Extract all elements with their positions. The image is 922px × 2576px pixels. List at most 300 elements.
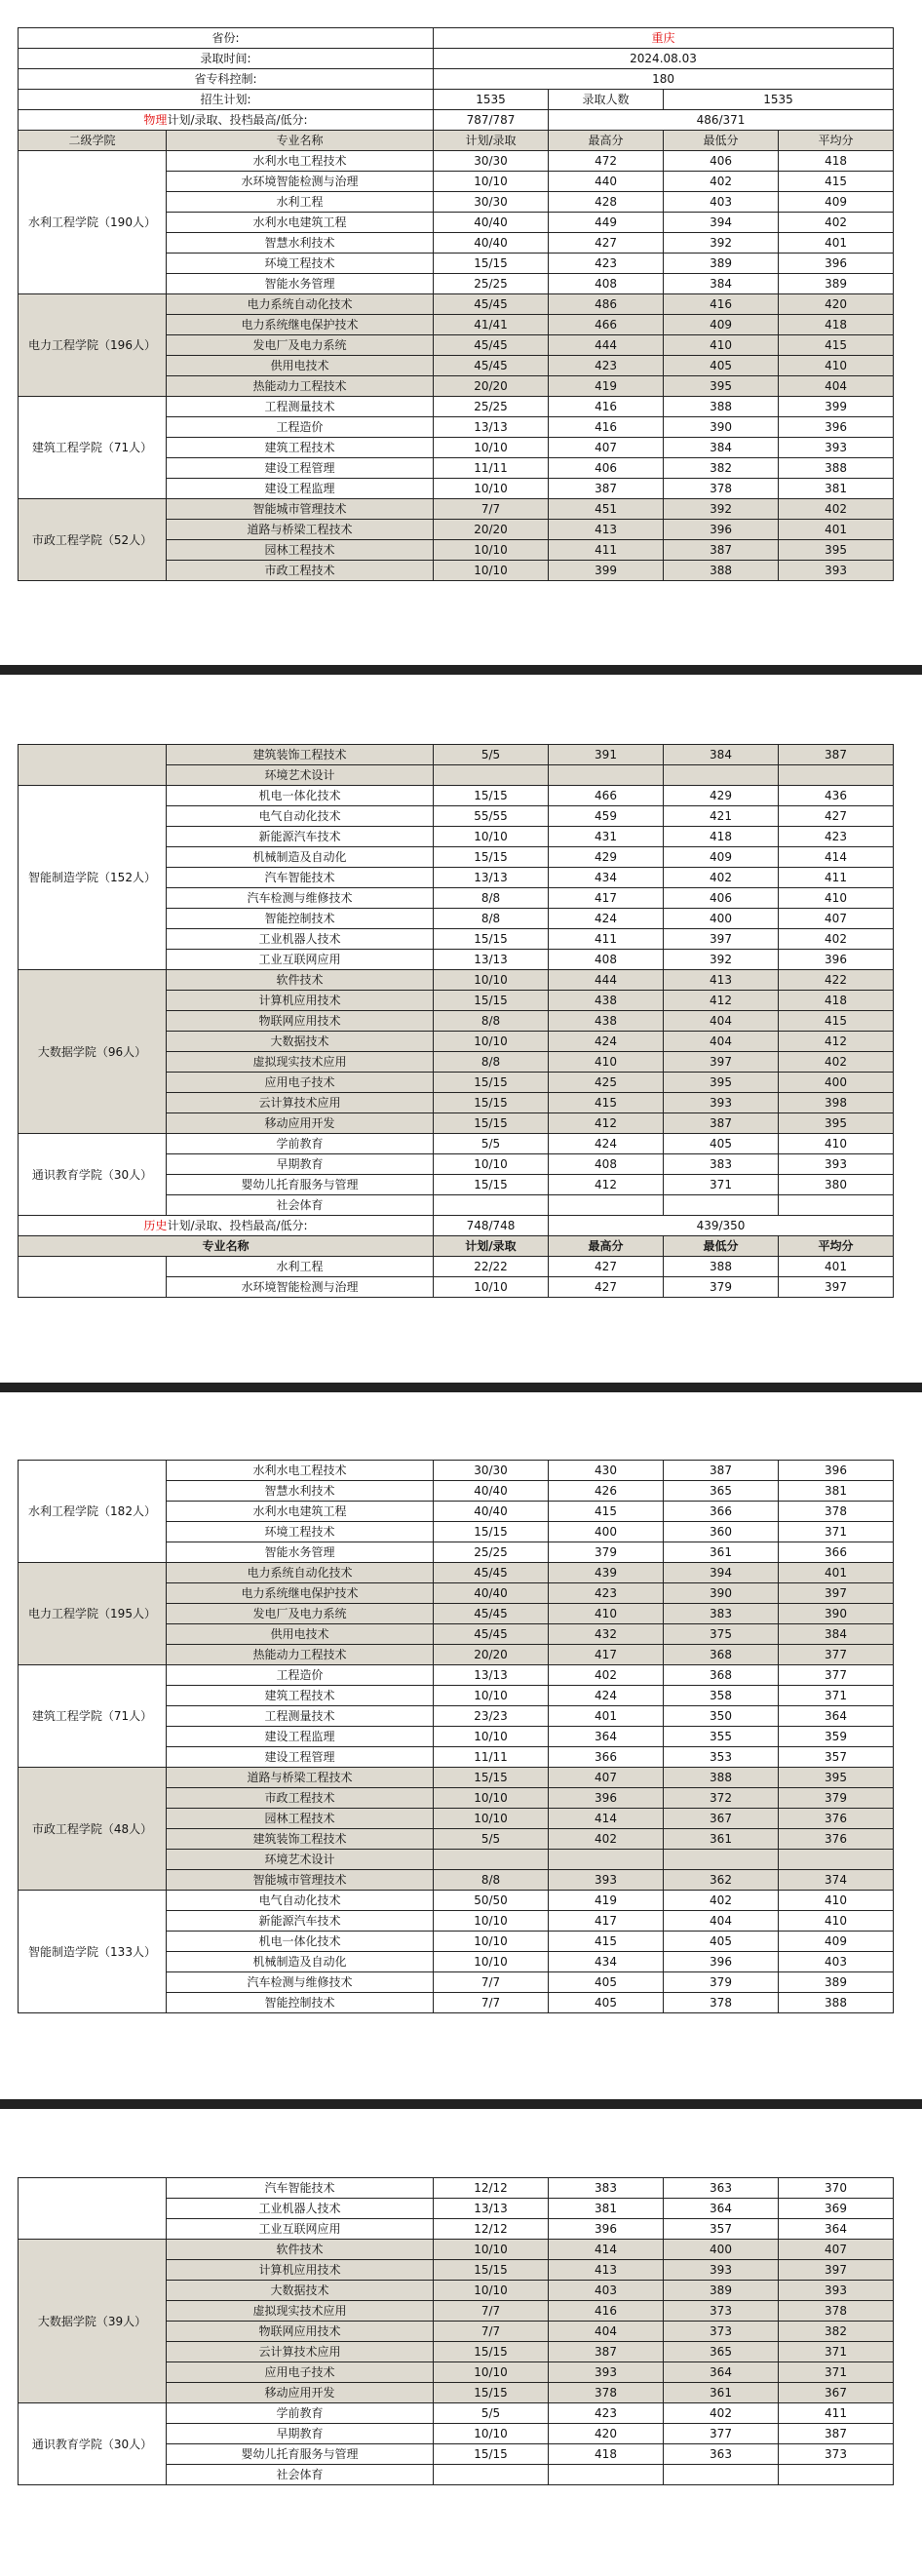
- plan-cell: 10/10: [434, 1788, 549, 1809]
- college-cell: 电力工程学院（196人）: [19, 294, 167, 397]
- history-header-plan: 计划/录取: [434, 1236, 549, 1257]
- max-cell: 427: [549, 1277, 664, 1298]
- max-cell: 402: [549, 1829, 664, 1850]
- avg-cell: 407: [779, 2240, 894, 2260]
- min-cell: 365: [664, 1481, 779, 1502]
- avg-cell: 415: [779, 1011, 894, 1032]
- max-cell: 425: [549, 1073, 664, 1093]
- avg-cell: 404: [779, 376, 894, 397]
- plan-cell: 11/11: [434, 1747, 549, 1768]
- major-cell: 汽车智能技术: [167, 868, 434, 888]
- major-cell: 智能控制技术: [167, 1993, 434, 2013]
- plan-cell: 8/8: [434, 909, 549, 929]
- min-cell: 387: [664, 1461, 779, 1481]
- max-cell: 451: [549, 499, 664, 520]
- max-cell: 432: [549, 1624, 664, 1645]
- plan-cell: 40/40: [434, 1502, 549, 1522]
- min-cell: 375: [664, 1624, 779, 1645]
- max-cell: 423: [549, 2403, 664, 2424]
- plan-cell: 7/7: [434, 499, 549, 520]
- min-cell: 412: [664, 991, 779, 1011]
- max-cell: 399: [549, 561, 664, 581]
- max-cell: 417: [549, 888, 664, 909]
- history-word: 历史: [143, 1219, 168, 1232]
- avg-cell: 418: [779, 151, 894, 172]
- college-cell: 市政工程学院（52人）: [19, 499, 167, 581]
- plan-cell: [434, 1850, 549, 1870]
- plan-cell: 15/15: [434, 2342, 549, 2362]
- time-label: 录取时间:: [19, 49, 434, 69]
- min-cell: 364: [664, 2199, 779, 2219]
- max-cell: 411: [549, 540, 664, 561]
- plan-cell: 10/10: [434, 1032, 549, 1052]
- major-cell: 工业互联网应用: [167, 950, 434, 970]
- plan-cell: 10/10: [434, 2362, 549, 2383]
- avg-cell: 398: [779, 1093, 894, 1113]
- avg-cell: 401: [779, 1257, 894, 1277]
- min-cell: 409: [664, 315, 779, 335]
- major-cell: 热能动力工程技术: [167, 1645, 434, 1665]
- plan-cell: [434, 1195, 549, 1216]
- max-cell: 420: [549, 2424, 664, 2444]
- plan-cell: 15/15: [434, 847, 549, 868]
- avg-cell: 387: [779, 745, 894, 765]
- plan-label: 招生计划:: [19, 90, 434, 110]
- plan-cell: 13/13: [434, 950, 549, 970]
- plan-cell: 40/40: [434, 1583, 549, 1604]
- max-cell: 383: [549, 2178, 664, 2199]
- plan-cell: 30/30: [434, 1461, 549, 1481]
- min-cell: 387: [664, 540, 779, 561]
- major-cell: 大数据技术: [167, 1032, 434, 1052]
- major-cell: 市政工程技术: [167, 561, 434, 581]
- min-cell: 405: [664, 356, 779, 376]
- avg-cell: 397: [779, 1277, 894, 1298]
- avg-cell: 371: [779, 1686, 894, 1706]
- avg-cell: 410: [779, 1891, 894, 1911]
- avg-cell: 371: [779, 1522, 894, 1542]
- avg-cell: 420: [779, 294, 894, 315]
- avg-cell: 412: [779, 1032, 894, 1052]
- major-cell: 建筑装饰工程技术: [167, 745, 434, 765]
- major-cell: 早期教育: [167, 1154, 434, 1175]
- max-cell: 419: [549, 376, 664, 397]
- time-value: 2024.08.03: [434, 49, 894, 69]
- avg-cell: 401: [779, 520, 894, 540]
- max-cell: 413: [549, 2260, 664, 2281]
- major-cell: 环境工程技术: [167, 1522, 434, 1542]
- avg-cell: 422: [779, 970, 894, 991]
- max-cell: 419: [549, 1891, 664, 1911]
- min-cell: 390: [664, 1583, 779, 1604]
- max-cell: 449: [549, 213, 664, 233]
- major-cell: 智能城市管理技术: [167, 1870, 434, 1891]
- major-cell: 发电厂及电力系统: [167, 1604, 434, 1624]
- min-cell: 397: [664, 929, 779, 950]
- major-cell: 热能动力工程技术: [167, 376, 434, 397]
- plan-cell: 15/15: [434, 929, 549, 950]
- plan-cell: 25/25: [434, 1542, 549, 1563]
- avg-cell: 396: [779, 1461, 894, 1481]
- min-cell: 372: [664, 1788, 779, 1809]
- min-cell: 405: [664, 1932, 779, 1952]
- avg-cell: 409: [779, 192, 894, 213]
- major-cell: 软件技术: [167, 2240, 434, 2260]
- table-row: [19, 1134, 894, 1154]
- min-cell: 366: [664, 1502, 779, 1522]
- major-cell: 机械制造及自动化: [167, 847, 434, 868]
- max-cell: 440: [549, 172, 664, 192]
- admission-table-3: [18, 1460, 894, 2013]
- min-cell: 379: [664, 1972, 779, 1993]
- avg-cell: 387: [779, 2424, 894, 2444]
- max-cell: 424: [549, 909, 664, 929]
- avg-cell: 402: [779, 1052, 894, 1073]
- min-cell: 409: [664, 847, 779, 868]
- max-cell: 413: [549, 520, 664, 540]
- section-1: [18, 27, 893, 581]
- admission-table-4: [18, 2177, 894, 2485]
- min-cell: 413: [664, 970, 779, 991]
- major-cell: 社会体育: [167, 2465, 434, 2485]
- physics-summary-label: [19, 110, 434, 131]
- major-cell: 智慧水利技术: [167, 233, 434, 254]
- max-cell: 429: [549, 847, 664, 868]
- min-cell: 363: [664, 2444, 779, 2465]
- max-cell: 393: [549, 1870, 664, 1891]
- max-cell: 434: [549, 868, 664, 888]
- history-scores: 439/350: [549, 1216, 894, 1236]
- max-cell: 396: [549, 1788, 664, 1809]
- plan-cell: 45/45: [434, 1604, 549, 1624]
- major-cell: 水环境智能检测与治理: [167, 172, 434, 192]
- major-cell: 婴幼儿托育服务与管理: [167, 2444, 434, 2465]
- avg-cell: 402: [779, 213, 894, 233]
- avg-cell: 382: [779, 2322, 894, 2342]
- min-cell: 402: [664, 2403, 779, 2424]
- max-cell: 444: [549, 970, 664, 991]
- college-cell-continued: [19, 2178, 167, 2240]
- page-divider: [0, 665, 922, 675]
- major-cell: 建设工程管理: [167, 458, 434, 479]
- avg-cell: 379: [779, 1788, 894, 1809]
- plan-cell: 15/15: [434, 1522, 549, 1542]
- avg-cell: 410: [779, 356, 894, 376]
- major-cell: 软件技术: [167, 970, 434, 991]
- plan-cell: 7/7: [434, 1972, 549, 1993]
- avg-cell: 364: [779, 2219, 894, 2240]
- max-cell: 407: [549, 438, 664, 458]
- min-cell: [664, 765, 779, 786]
- major-cell: 云计算技术应用: [167, 2342, 434, 2362]
- max-cell: 400: [549, 1522, 664, 1542]
- major-cell: 工业互联网应用: [167, 2219, 434, 2240]
- max-cell: 426: [549, 1481, 664, 1502]
- college-cell: 智能制造学院（152人）: [19, 786, 167, 970]
- min-cell: [664, 1195, 779, 1216]
- header-max: 最高分: [549, 131, 664, 151]
- plan-cell: 10/10: [434, 561, 549, 581]
- page-divider: [0, 2099, 922, 2109]
- plan-cell: 13/13: [434, 2199, 549, 2219]
- plan-cell: 7/7: [434, 2301, 549, 2322]
- admitted-label: 录取人数: [549, 90, 664, 110]
- min-cell: 396: [664, 520, 779, 540]
- avg-cell: 436: [779, 786, 894, 806]
- avg-cell: 378: [779, 2301, 894, 2322]
- max-cell: 406: [549, 458, 664, 479]
- plan-cell: 15/15: [434, 1768, 549, 1788]
- avg-cell: 381: [779, 479, 894, 499]
- avg-cell: 388: [779, 1993, 894, 2013]
- avg-cell: 402: [779, 929, 894, 950]
- control-value: 180: [434, 69, 894, 90]
- avg-cell: 410: [779, 1911, 894, 1932]
- physics-scores: 486/371: [549, 110, 894, 131]
- major-cell: 虚拟现实技术应用: [167, 2301, 434, 2322]
- plan-cell: 45/45: [434, 356, 549, 376]
- major-cell: 学前教育: [167, 2403, 434, 2424]
- plan-cell: 10/10: [434, 540, 549, 561]
- min-cell: 392: [664, 950, 779, 970]
- province-value: 重庆: [434, 28, 894, 49]
- max-cell: 423: [549, 1583, 664, 1604]
- college-cell-continued: [19, 1257, 167, 1298]
- major-cell: 水环境智能检测与治理: [167, 1277, 434, 1298]
- admitted-value: 1535: [664, 90, 894, 110]
- header-major: 专业名称: [167, 131, 434, 151]
- min-cell: 382: [664, 458, 779, 479]
- major-cell: 新能源汽车技术: [167, 827, 434, 847]
- avg-cell: 415: [779, 335, 894, 356]
- max-cell: 407: [549, 1768, 664, 1788]
- plan-cell: 10/10: [434, 2424, 549, 2444]
- major-cell: 婴幼儿托育服务与管理: [167, 1175, 434, 1195]
- major-cell: 环境工程技术: [167, 254, 434, 274]
- min-cell: 362: [664, 1870, 779, 1891]
- max-cell: 438: [549, 1011, 664, 1032]
- avg-cell: 411: [779, 868, 894, 888]
- major-cell: 工程造价: [167, 1665, 434, 1686]
- min-cell: 388: [664, 397, 779, 417]
- major-cell: 建筑工程技术: [167, 1686, 434, 1706]
- section-2: [18, 744, 893, 1298]
- major-cell: 智能水务管理: [167, 1542, 434, 1563]
- plan-value: 1535: [434, 90, 549, 110]
- min-cell: 421: [664, 806, 779, 827]
- max-cell: 366: [549, 1747, 664, 1768]
- plan-cell: 10/10: [434, 2281, 549, 2301]
- avg-cell: 395: [779, 1113, 894, 1134]
- max-cell: 423: [549, 254, 664, 274]
- min-cell: 393: [664, 1093, 779, 1113]
- avg-cell: 371: [779, 2342, 894, 2362]
- plan-cell: 10/10: [434, 970, 549, 991]
- max-cell: 466: [549, 315, 664, 335]
- min-cell: 394: [664, 1563, 779, 1583]
- min-cell: 416: [664, 294, 779, 315]
- min-cell: 403: [664, 192, 779, 213]
- major-cell: 电力系统继电保护技术: [167, 315, 434, 335]
- max-cell: 391: [549, 745, 664, 765]
- plan-cell: 15/15: [434, 254, 549, 274]
- max-cell: 417: [549, 1911, 664, 1932]
- max-cell: 415: [549, 1932, 664, 1952]
- major-cell: 计算机应用技术: [167, 991, 434, 1011]
- table-row: [19, 151, 894, 172]
- major-cell: 汽车检测与维修技术: [167, 1972, 434, 1993]
- avg-cell: 396: [779, 950, 894, 970]
- max-cell: 438: [549, 991, 664, 1011]
- plan-cell: [434, 2465, 549, 2485]
- major-cell: 电力系统继电保护技术: [167, 1583, 434, 1604]
- major-cell: 水利工程: [167, 1257, 434, 1277]
- plan-cell: 50/50: [434, 1891, 549, 1911]
- max-cell: 411: [549, 929, 664, 950]
- major-cell: 电力系统自动化技术: [167, 294, 434, 315]
- major-cell: 应用电子技术: [167, 2362, 434, 2383]
- avg-cell: [779, 2465, 894, 2485]
- max-cell: 427: [549, 233, 664, 254]
- plan-cell: 10/10: [434, 2240, 549, 2260]
- avg-cell: 393: [779, 438, 894, 458]
- avg-cell: 396: [779, 417, 894, 438]
- table-row: [19, 1563, 894, 1583]
- max-cell: 424: [549, 1686, 664, 1706]
- min-cell: 373: [664, 2322, 779, 2342]
- history-header-avg: 平均分: [779, 1236, 894, 1257]
- min-cell: 384: [664, 438, 779, 458]
- plan-cell: 5/5: [434, 1134, 549, 1154]
- province-label: 省份:: [19, 28, 434, 49]
- min-cell: 404: [664, 1011, 779, 1032]
- min-cell: 363: [664, 2178, 779, 2199]
- header-avg: 平均分: [779, 131, 894, 151]
- college-cell: 水利工程学院（182人）: [19, 1461, 167, 1563]
- plan-cell: 10/10: [434, 438, 549, 458]
- max-cell: 434: [549, 1952, 664, 1972]
- max-cell: 466: [549, 786, 664, 806]
- max-cell: 378: [549, 2383, 664, 2403]
- college-cell: 通识教育学院（30人）: [19, 2403, 167, 2485]
- avg-cell: 401: [779, 233, 894, 254]
- header-min: 最低分: [664, 131, 779, 151]
- min-cell: 353: [664, 1747, 779, 1768]
- avg-cell: 397: [779, 2260, 894, 2281]
- major-cell: 电气自动化技术: [167, 1891, 434, 1911]
- college-cell: 智能制造学院（133人）: [19, 1891, 167, 2013]
- plan-cell: 55/55: [434, 806, 549, 827]
- physics-word: 物理: [143, 113, 168, 127]
- plan-cell: 30/30: [434, 151, 549, 172]
- min-cell: 368: [664, 1665, 779, 1686]
- major-cell: 水利工程: [167, 192, 434, 213]
- major-cell: 水利水电工程技术: [167, 151, 434, 172]
- max-cell: 423: [549, 356, 664, 376]
- major-cell: 工程造价: [167, 417, 434, 438]
- physics-rest: 计划/录取、投档最高/低分:: [167, 113, 308, 127]
- min-cell: 402: [664, 1891, 779, 1911]
- min-cell: 392: [664, 233, 779, 254]
- major-cell: 虚拟现实技术应用: [167, 1052, 434, 1073]
- max-cell: 405: [549, 1993, 664, 2013]
- min-cell: 406: [664, 151, 779, 172]
- plan-cell: 10/10: [434, 172, 549, 192]
- major-cell: 建设工程管理: [167, 1747, 434, 1768]
- avg-cell: 418: [779, 315, 894, 335]
- table-row: [19, 1891, 894, 1911]
- avg-cell: 395: [779, 540, 894, 561]
- avg-cell: 364: [779, 1706, 894, 1727]
- major-cell: 电气自动化技术: [167, 806, 434, 827]
- major-cell: 移动应用开发: [167, 2383, 434, 2403]
- avg-cell: 409: [779, 1932, 894, 1952]
- min-cell: 390: [664, 417, 779, 438]
- plan-cell: 10/10: [434, 1727, 549, 1747]
- plan-cell: 12/12: [434, 2178, 549, 2199]
- max-cell: 439: [549, 1563, 664, 1583]
- avg-cell: 395: [779, 1768, 894, 1788]
- max-cell: 405: [549, 1972, 664, 1993]
- avg-cell: 393: [779, 1154, 894, 1175]
- avg-cell: [779, 1195, 894, 1216]
- avg-cell: 367: [779, 2383, 894, 2403]
- major-cell: 智慧水利技术: [167, 1481, 434, 1502]
- min-cell: 378: [664, 479, 779, 499]
- avg-cell: 377: [779, 1665, 894, 1686]
- avg-cell: 401: [779, 1563, 894, 1583]
- plan-cell: 15/15: [434, 2260, 549, 2281]
- college-cell: 电力工程学院（195人）: [19, 1563, 167, 1665]
- min-cell: 384: [664, 274, 779, 294]
- max-cell: 404: [549, 2322, 664, 2342]
- avg-cell: 411: [779, 2403, 894, 2424]
- max-cell: 417: [549, 1645, 664, 1665]
- table-row: [19, 2403, 894, 2424]
- plan-cell: 10/10: [434, 1932, 549, 1952]
- max-cell: [549, 1195, 664, 1216]
- plan-cell: 45/45: [434, 1624, 549, 1645]
- avg-cell: 378: [779, 1502, 894, 1522]
- avg-cell: 377: [779, 1645, 894, 1665]
- major-cell: 道路与桥梁工程技术: [167, 1768, 434, 1788]
- max-cell: 431: [549, 827, 664, 847]
- max-cell: 418: [549, 2444, 664, 2465]
- section-4: [18, 2177, 893, 2485]
- admission-table-1: [18, 27, 894, 581]
- major-cell: 云计算技术应用: [167, 1093, 434, 1113]
- college-cell: 大数据学院（39人）: [19, 2240, 167, 2403]
- major-cell: 大数据技术: [167, 2281, 434, 2301]
- plan-cell: 23/23: [434, 1706, 549, 1727]
- plan-cell: 20/20: [434, 1645, 549, 1665]
- plan-cell: 45/45: [434, 1563, 549, 1583]
- avg-cell: 393: [779, 561, 894, 581]
- major-cell: 建设工程监理: [167, 479, 434, 499]
- major-cell: 电力系统自动化技术: [167, 1563, 434, 1583]
- avg-cell: 397: [779, 1583, 894, 1604]
- physics-plan: 787/787: [434, 110, 549, 131]
- college-cell: 建筑工程学院（71人）: [19, 397, 167, 499]
- min-cell: 394: [664, 213, 779, 233]
- max-cell: 486: [549, 294, 664, 315]
- plan-cell: 10/10: [434, 1911, 549, 1932]
- avg-cell: 371: [779, 2362, 894, 2383]
- plan-cell: 25/25: [434, 397, 549, 417]
- major-cell: 水利水电建筑工程: [167, 1502, 434, 1522]
- column-header-row: [19, 131, 894, 151]
- min-cell: [664, 1850, 779, 1870]
